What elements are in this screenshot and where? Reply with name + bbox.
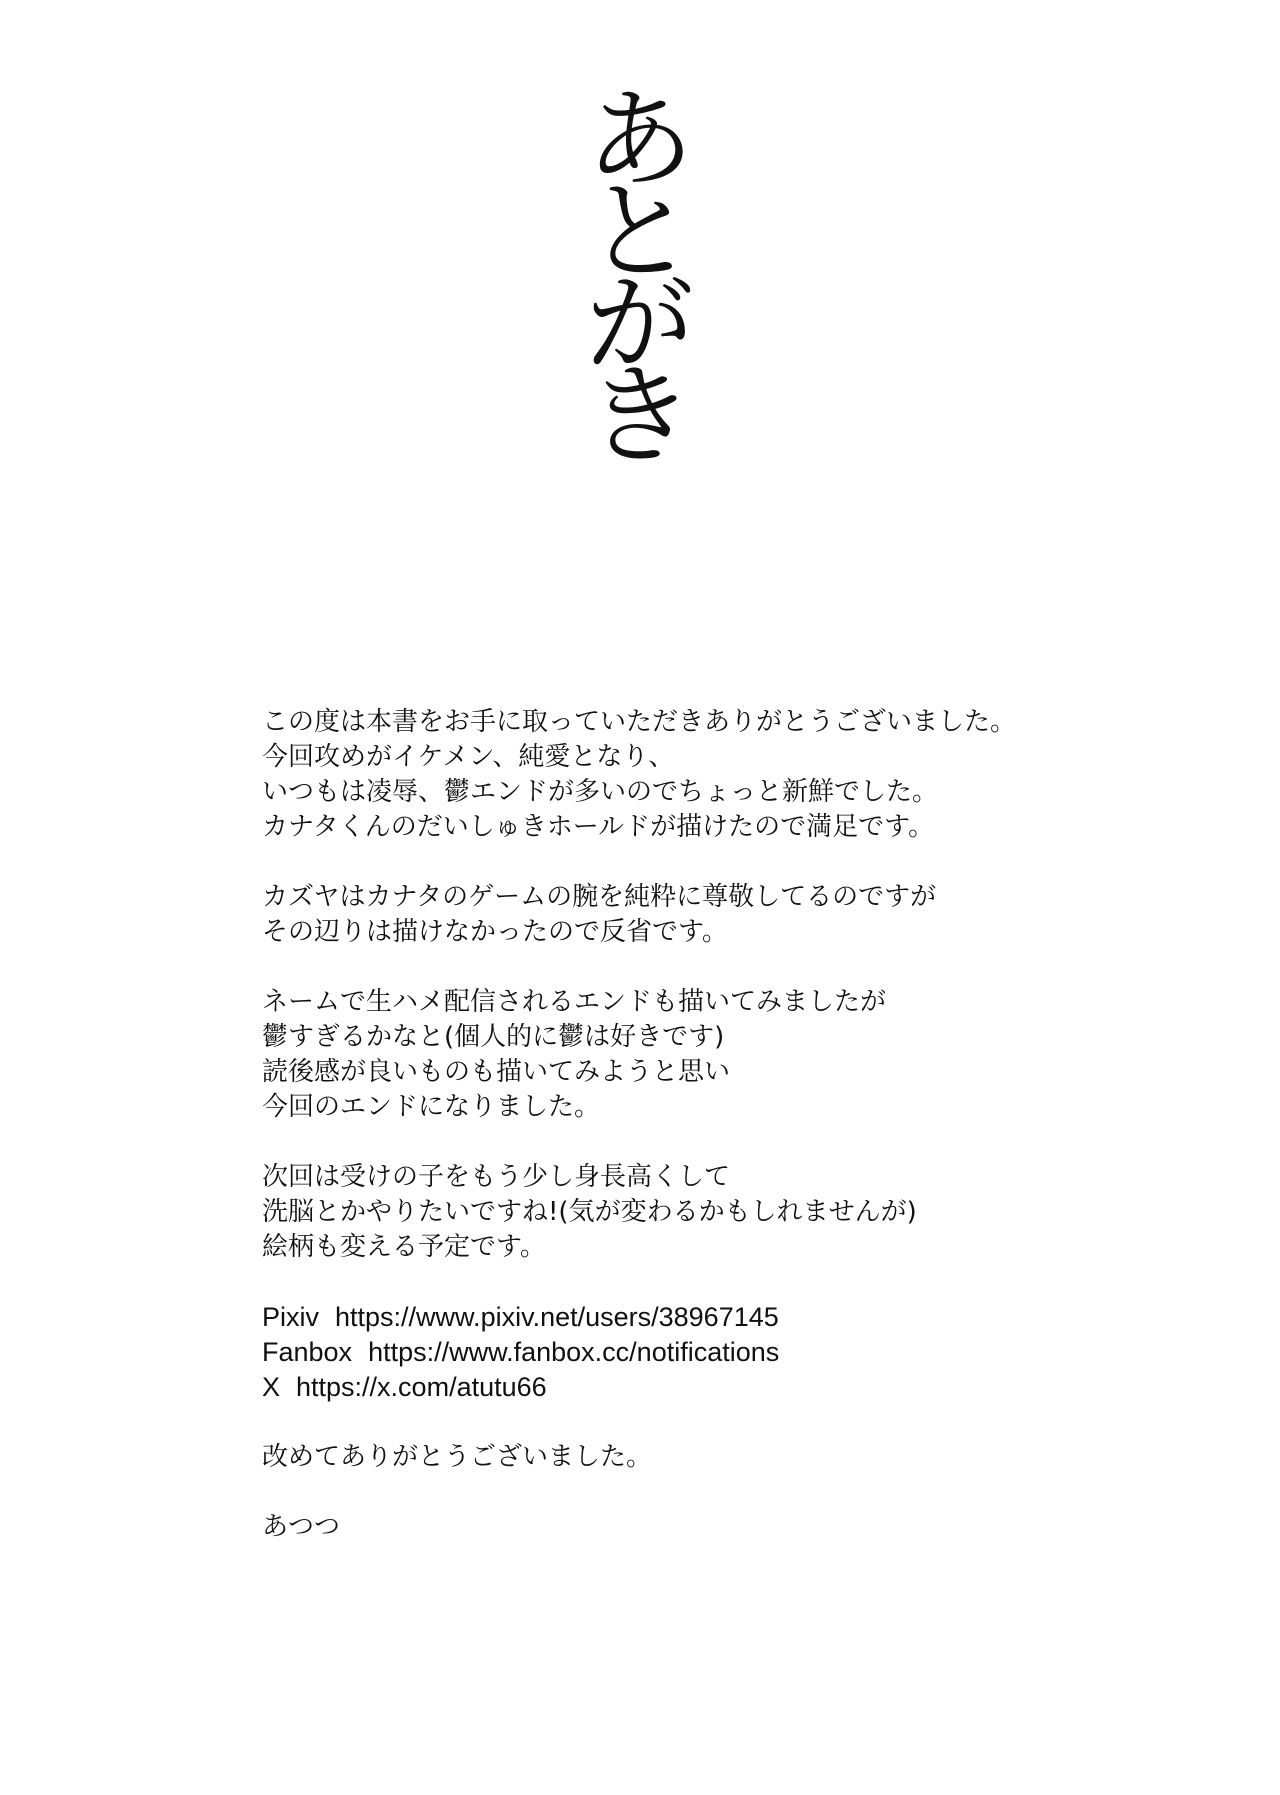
signature-text: あつつ — [262, 1512, 341, 1542]
link-label: X — [262, 1372, 281, 1402]
title-char: と — [585, 170, 694, 295]
text-line: この度は本書をお手に取っていただきありがとうございました。 — [262, 707, 1017, 737]
text-line: 今回のエンドになりました。 — [262, 1092, 601, 1122]
text-line: 次回は受けの子をもう少し身長高くして — [262, 1162, 731, 1192]
closing-line — [262, 1440, 1222, 1475]
title-char: あ — [585, 78, 694, 203]
author-signature — [262, 1510, 1222, 1545]
fanbox-link[interactable]: https://www.fanbox.cc/notifications — [368, 1337, 780, 1367]
link-row-x — [262, 1370, 1222, 1405]
text-line: いつもは凌辱、鬱エンドが多いのでちょっと新鮮でした。 — [262, 777, 939, 807]
text-line: 読後感が良いものも描いてみようと思い — [262, 1057, 731, 1087]
link-label: Fanbox — [262, 1337, 353, 1367]
social-links — [262, 1300, 1222, 1405]
title-char: が — [585, 262, 694, 387]
text-line: 鬱すぎるかなと(個人的に鬱は好きです) — [262, 1022, 725, 1052]
text-line: カズヤはカナタのゲームの腕を純粋に尊敬してるのですが — [262, 882, 937, 912]
link-row-pixiv — [262, 1300, 1222, 1335]
page-title — [540, 78, 740, 479]
text-line: 洗脳とかやりたいですね!(気が変わるかもしれませんが) — [262, 1197, 917, 1227]
pixiv-link[interactable]: https://www.pixiv.net/users/38967145 — [335, 1302, 779, 1332]
paragraph-next-plans — [262, 1160, 1222, 1265]
title-char: き — [585, 354, 694, 479]
link-row-fanbox — [262, 1335, 1222, 1370]
paragraph-reflection — [262, 880, 1222, 950]
closing-text: 改めてありがとうございました。 — [262, 1442, 653, 1472]
x-link[interactable]: https://x.com/atutu66 — [296, 1372, 547, 1402]
text-line: ネームで生ハメ配信されるエンドも描いてみましたが — [262, 987, 887, 1017]
link-label: Pixiv — [262, 1302, 320, 1332]
text-line: その辺りは描けなかったので反省です。 — [262, 917, 728, 947]
text-line: 今回攻めがイケメン、純愛となり、 — [262, 742, 675, 772]
afterword-body — [262, 705, 1222, 1545]
text-line: カナタくんのだいしゅきホールドが描けたので満足です。 — [262, 812, 935, 842]
text-line: 絵柄も変える予定です。 — [262, 1232, 546, 1262]
paragraph-ending — [262, 985, 1222, 1125]
paragraph-thanks — [262, 705, 1222, 845]
